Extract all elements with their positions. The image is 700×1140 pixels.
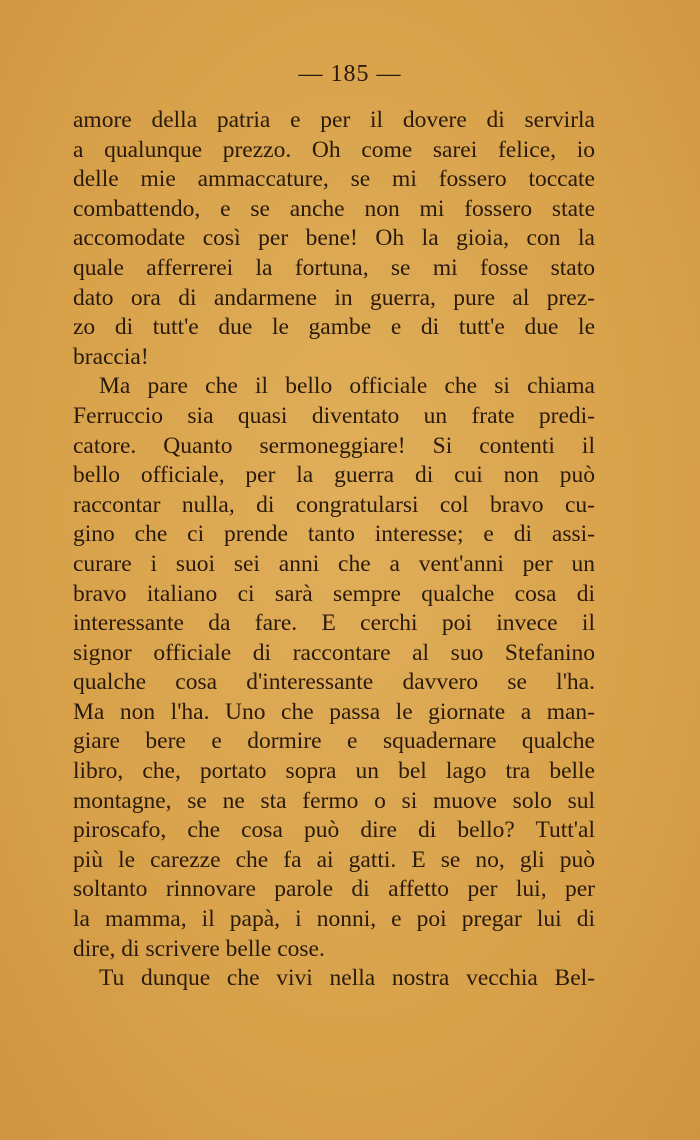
text-line: qualche cosa d'interessante davvero se l'ha.	[73, 669, 595, 696]
text-line: amore della patria e per il dovere di servirla	[73, 107, 595, 133]
text-line: giare bere e dormire e squadernare qualche	[73, 728, 595, 755]
text-line: accomodate così per bene! Oh la gioia, con la	[73, 225, 595, 252]
text-line: Ma non l'ha. Uno che passa le giornate a man-	[73, 698, 595, 725]
text-line: combattendo, e se anche non mi fossero state	[73, 195, 595, 222]
text-line: signor officiale di raccontare al suo Stefanino	[73, 639, 595, 666]
text-line: bravo italiano ci sarà sempre qualche cosa di	[73, 580, 595, 607]
paragraph-start-line: Ma pare che il bello officiale che si chiama	[99, 373, 595, 400]
text-line: a qualunque prezzo. Oh come sarei felice, io	[73, 136, 595, 163]
body-text	[73, 106, 595, 994]
text-line: gino che ci prende tanto interesse; e di assi-	[73, 521, 595, 548]
text-line: delle mie ammaccature, se mi fossero toccate	[73, 166, 595, 193]
text-line: soltanto rinnovare parole di affetto per lui, per	[73, 876, 595, 903]
text-line: la mamma, il papà, i nonni, e poi pregar lui di	[73, 906, 595, 933]
text-line: dato ora di andarmene in guerra, pure al prez-	[73, 284, 595, 311]
page-number: — 185 —	[298, 61, 402, 87]
paragraph-start-line: Tu dunque che vivi nella nostra vecchia Bel-	[99, 965, 595, 992]
text-line: più le carezze che fa ai gatti. E se no, gli può	[73, 846, 595, 873]
paragraph-end-line: dire, di scrivere belle cose.	[73, 935, 325, 962]
text-line: Ferruccio sia quasi diventato un frate predi-	[73, 402, 595, 429]
text-line: quale afferrerei la fortuna, se mi fosse stato	[73, 254, 595, 281]
text-line: curare i suoi sei anni che a vent'anni per un	[73, 550, 595, 577]
text-line: catore. Quanto sermoneggiare! Si contenti il	[73, 432, 595, 459]
text-line: zo di tutt'e due le gambe e di tutt'e due le	[73, 314, 595, 341]
text-line: piroscafo, che cosa può dire di bello? Tutt'al	[73, 817, 595, 844]
text-line: libro, che, portato sopra un bel lago tra belle	[73, 758, 595, 785]
paragraph-end-line: braccia!	[73, 343, 149, 370]
text-line: raccontar nulla, di congratularsi col bravo cu-	[73, 491, 595, 518]
text-line: interessante da fare. E cerchi poi invece il	[73, 610, 595, 637]
text-line: montagne, se ne sta fermo o si muove solo sul	[73, 787, 595, 814]
text-line: bello officiale, per la guerra di cui non può	[73, 462, 595, 489]
